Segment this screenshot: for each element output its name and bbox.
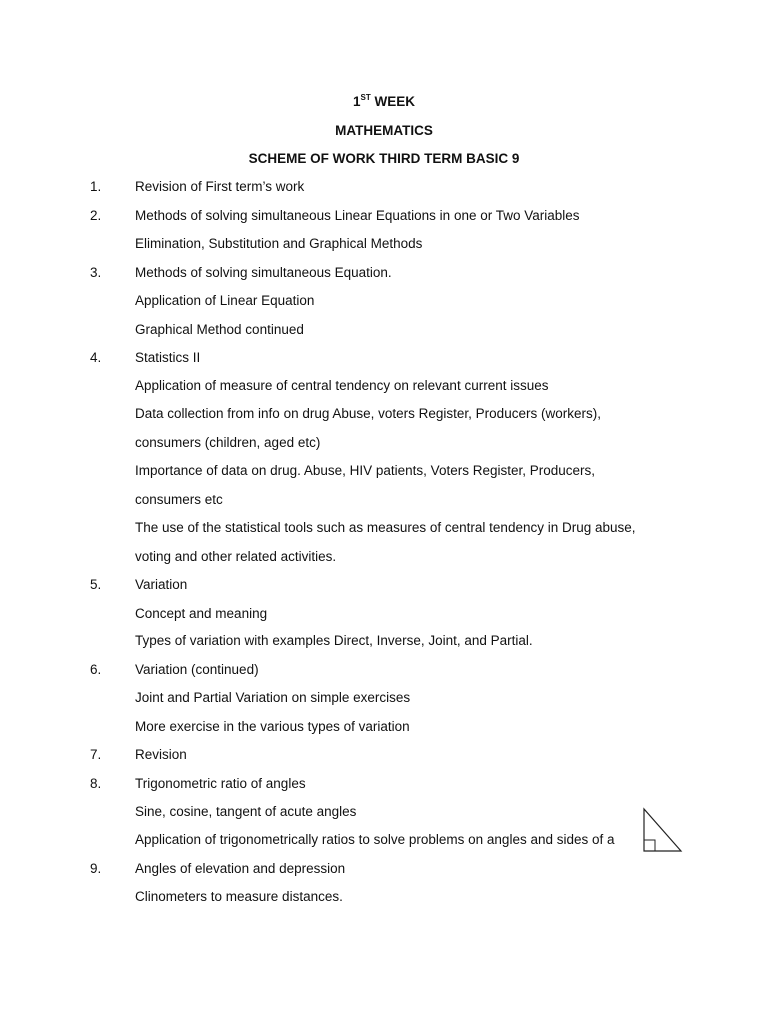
item-number: 5.	[90, 577, 102, 592]
item-line: Application of measure of central tendency on relevant current issues	[135, 378, 549, 393]
item-line: Revision of First term’s work	[135, 179, 305, 194]
item-line: consumers (children, aged etc)	[135, 435, 321, 450]
item-line: Revision	[135, 747, 187, 762]
item-line: Variation	[135, 577, 188, 592]
subject-heading: MATHEMATICS	[335, 123, 433, 138]
item-line: Joint and Partial Variation on simple exercises	[135, 690, 411, 705]
item-line: consumers etc	[135, 492, 223, 507]
item-line: More exercise in the various types of variation	[135, 719, 410, 734]
item-line: Sine, cosine, tangent of acute angles	[135, 804, 357, 819]
item-number: 2.	[90, 208, 102, 223]
item-line: Elimination, Substitution and Graphical Methods	[135, 236, 423, 251]
week-word: WEEK	[374, 94, 415, 109]
item-line: Clinometers to measure distances.	[135, 889, 343, 904]
right-triangle-icon	[642, 807, 684, 853]
document-title: SCHEME OF WORK THIRD TERM BASIC 9	[248, 151, 520, 166]
item-number: 7.	[90, 747, 102, 762]
item-line: Variation (continued)	[135, 662, 259, 677]
item-line: Trigonometric ratio of angles	[135, 776, 306, 791]
item-line: Statistics II	[135, 350, 201, 365]
item-line: voting and other related activities.	[135, 549, 337, 564]
item-number: 8.	[90, 776, 102, 791]
item-line: Methods of solving simultaneous Linear Equations in one or Two Variables	[135, 208, 580, 223]
week-number: 1	[352, 94, 361, 109]
item-line: Concept and meaning	[135, 606, 268, 621]
item-line: Application of trigonometrically ratios to solve problems on angles and sides of a	[135, 832, 615, 847]
item-line: Data collection from info on drug Abuse, voters Register, Producers (workers),	[135, 406, 601, 421]
item-line: Graphical Method continued	[135, 322, 304, 337]
item-number: 4.	[90, 350, 102, 365]
item-line: Application of Linear Equation	[135, 293, 315, 308]
item-number: 1.	[90, 179, 102, 194]
week-heading	[0, 93, 768, 111]
item-number: 9.	[90, 861, 102, 876]
item-line: The use of the statistical tools such as measures of central tendency in Drug abuse,	[135, 520, 636, 535]
item-line: Types of variation with examples Direct, Inverse, Joint, and Partial.	[135, 633, 533, 648]
item-number: 3.	[90, 265, 102, 280]
item-line: Methods of solving simultaneous Equation.	[135, 265, 392, 280]
week-suffix: ST	[360, 93, 371, 102]
item-line: Importance of data on drug. Abuse, HIV patients, Voters Register, Producers,	[135, 463, 596, 478]
item-number: 6.	[90, 662, 102, 677]
item-line: Angles of elevation and depression	[135, 861, 346, 876]
